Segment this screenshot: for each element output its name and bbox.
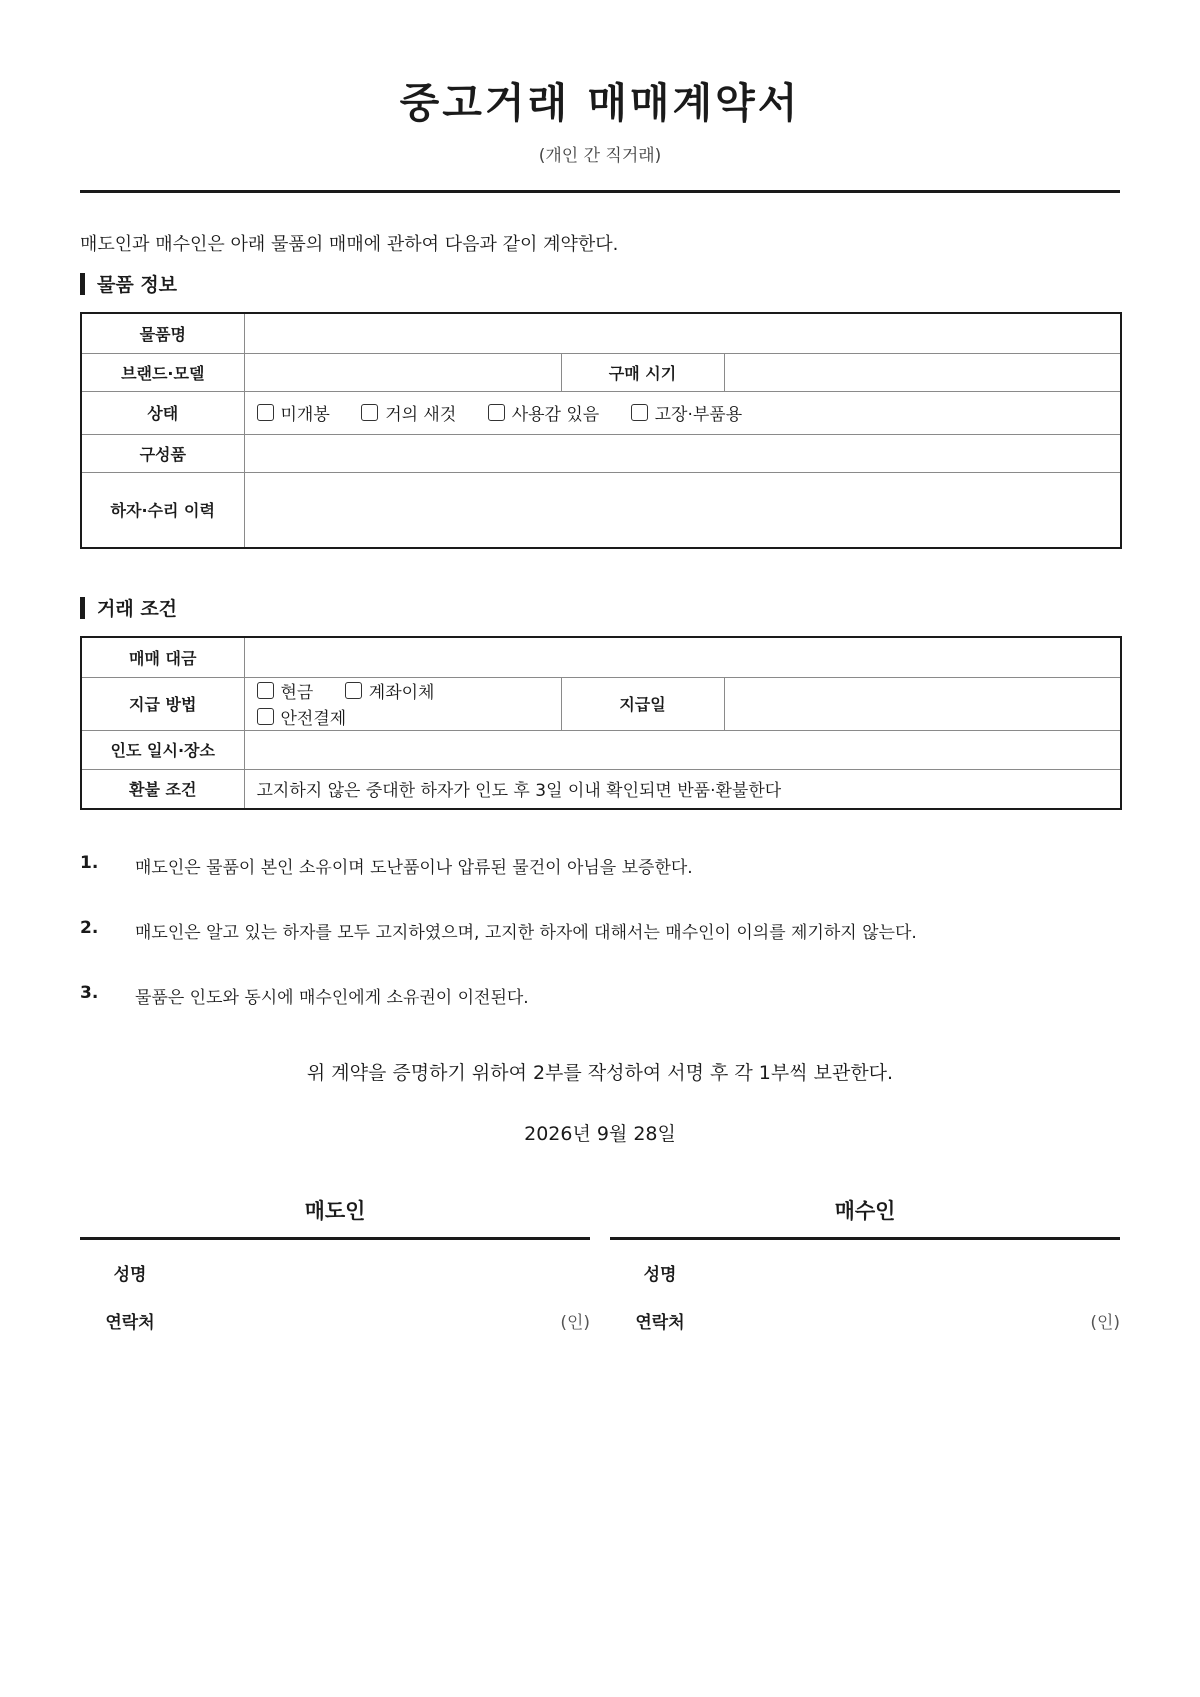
item-name-label: 물품명 — [81, 313, 244, 353]
payment-date-field[interactable] — [724, 677, 1121, 730]
checkbox-icon[interactable] — [345, 682, 362, 699]
condition-label: 상태 — [81, 391, 244, 434]
buyer-party-title: 매수인 — [834, 1199, 896, 1223]
table-row — [81, 637, 1121, 677]
option-label: 거의 새것 — [385, 404, 457, 425]
condition-option-like-new[interactable] — [361, 400, 456, 425]
condition-option-broken[interactable] — [631, 400, 743, 425]
clause-text: 매도인은 알고 있는 하자를 모두 고지하였으며, 고지한 하자에 대해서는 매수인이 이의를 제기하지 않는다. — [135, 923, 917, 943]
delivery-field[interactable] — [244, 730, 1121, 769]
price-label: 매매 대금 — [81, 637, 244, 677]
buyer-signature-block — [610, 1195, 1120, 1344]
buyer-name-label: 성명 — [643, 1264, 677, 1285]
table-row — [81, 353, 1121, 391]
condition-options — [244, 391, 1121, 434]
defect-history-label: 하자·수리 이력 — [81, 472, 244, 548]
checkbox-icon[interactable] — [361, 404, 378, 421]
seller-contact-row — [80, 1296, 590, 1344]
checkbox-icon[interactable] — [257, 682, 274, 699]
delivery-label: 인도 일시·장소 — [81, 730, 244, 769]
condition-option-used[interactable] — [488, 400, 600, 425]
clause-number: 3. — [80, 983, 99, 1003]
deal-section-title: 거래 조건 — [97, 598, 178, 620]
seller-name-row — [80, 1248, 590, 1296]
seller-contact-label: 연락처 — [105, 1312, 155, 1333]
payment-date-label: 지급일 — [561, 677, 724, 730]
payment-options — [244, 677, 561, 730]
option-label: 현금 — [280, 682, 314, 703]
closing-statement: 위 계약을 증명하기 위하여 2부를 작성하여 서명 후 각 1부씩 보관한다. — [306, 1062, 894, 1084]
option-label: 안전결제 — [280, 708, 347, 729]
clause-item — [80, 983, 1120, 1008]
condition-option-sealed[interactable] — [257, 400, 330, 425]
deal-terms-table — [80, 636, 1122, 810]
table-row — [81, 313, 1121, 353]
item-section-heading — [80, 270, 177, 297]
seller-name-label: 성명 — [113, 1264, 147, 1285]
brand-model-field[interactable] — [244, 353, 561, 391]
clause-text: 물품은 인도와 동시에 매수인에게 소유권이 이전된다. — [135, 988, 529, 1008]
seller-party-title: 매도인 — [304, 1199, 366, 1223]
buyer-contact-row — [610, 1296, 1120, 1344]
table-row — [81, 434, 1121, 472]
item-info-table — [80, 312, 1122, 549]
item-name-field[interactable] — [244, 313, 1121, 353]
option-label: 계좌이체 — [368, 682, 435, 703]
components-label: 구성품 — [81, 434, 244, 472]
option-label: 고장·부품용 — [654, 404, 743, 425]
checkbox-icon[interactable] — [488, 404, 505, 421]
signature-divider — [610, 1237, 1120, 1240]
table-row — [81, 769, 1121, 809]
title-divider — [80, 190, 1120, 193]
components-field[interactable] — [244, 434, 1121, 472]
table-row — [81, 391, 1121, 434]
signature-divider — [80, 1237, 590, 1240]
buyer-seal-mark: (인) — [1090, 1312, 1120, 1333]
clause-number: 1. — [80, 853, 99, 873]
purchase-date-field[interactable] — [724, 353, 1121, 391]
section-marker — [80, 273, 85, 295]
clause-text: 매도인은 물품이 본인 소유이며 도난품이나 압류된 물건이 아님을 보증한다. — [135, 858, 693, 878]
deal-section-heading — [80, 594, 177, 621]
brand-model-label: 브랜드·모델 — [81, 353, 244, 391]
table-row — [81, 677, 1121, 730]
option-label: 미개봉 — [280, 404, 330, 425]
table-row — [81, 730, 1121, 769]
clause-number: 2. — [80, 918, 99, 938]
price-field[interactable] — [244, 637, 1121, 677]
document-title: 중고거래 매매계약서 — [399, 79, 801, 127]
seller-signature-block — [80, 1195, 590, 1344]
table-row — [81, 472, 1121, 548]
item-section-title: 물품 정보 — [97, 274, 178, 296]
payment-option-cash[interactable] — [257, 678, 314, 703]
buyer-name-row — [610, 1248, 1120, 1296]
clause-item — [80, 853, 1120, 878]
defect-history-field[interactable] — [244, 472, 1121, 548]
clause-item — [80, 918, 1120, 943]
purchase-date-label: 구매 시기 — [561, 353, 724, 391]
refund-terms: 고지하지 않은 중대한 하자가 인도 후 3일 이내 확인되면 반품·환불한다 — [244, 769, 1121, 809]
intro-text: 매도인과 매수인은 아래 물품의 매매에 관하여 다음과 같이 계약한다. — [80, 234, 619, 255]
payment-option-transfer[interactable] — [345, 678, 435, 703]
document-subtitle: (개인 간 직거래) — [538, 146, 662, 166]
section-marker — [80, 597, 85, 619]
payment-option-escrow[interactable] — [257, 704, 347, 729]
checkbox-icon[interactable] — [631, 404, 648, 421]
payment-method-label: 지급 방법 — [81, 677, 244, 730]
buyer-contact-label: 연락처 — [635, 1312, 685, 1333]
refund-label: 환불 조건 — [81, 769, 244, 809]
checkbox-icon[interactable] — [257, 708, 274, 725]
seller-seal-mark: (인) — [560, 1312, 590, 1333]
checkbox-icon[interactable] — [257, 404, 274, 421]
option-label: 사용감 있음 — [511, 404, 600, 425]
contract-date: 2026년 9월 28일 — [524, 1123, 676, 1145]
